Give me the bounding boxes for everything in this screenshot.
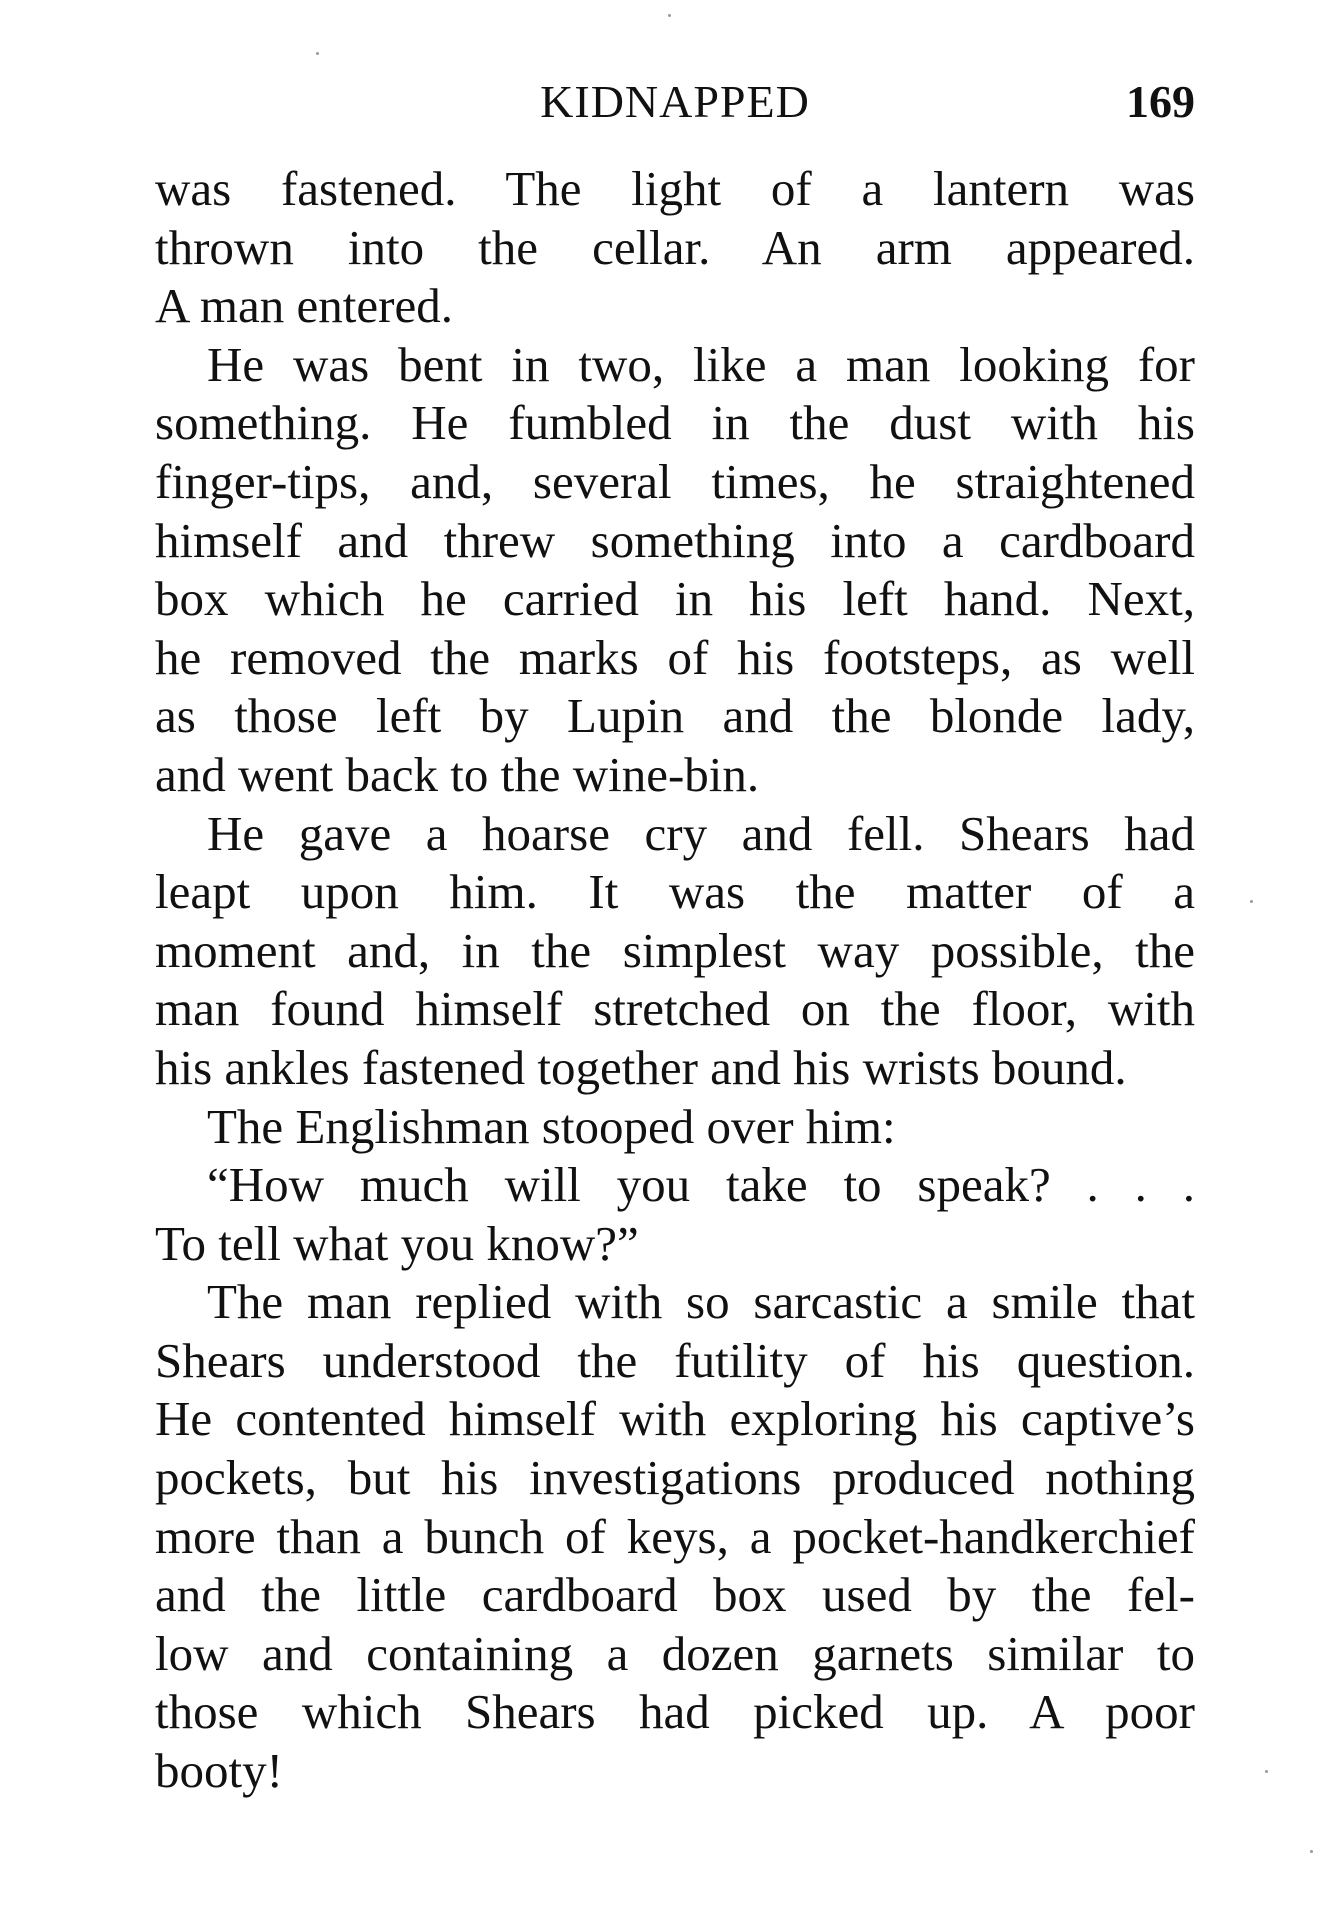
text-line: “How much will you take to speak? . . .	[207, 1157, 1195, 1213]
text-line: box which he carried in his left hand. Next,	[155, 571, 1195, 627]
scan-speck	[1310, 1850, 1313, 1853]
body-text	[155, 160, 1195, 1801]
text-line: as those left by Lupin and the blonde lady,	[155, 688, 1195, 744]
text-line: moment and, in the simplest way possible, the	[155, 922, 1195, 978]
text-line: his ankles fastened together and his wrists bound.	[155, 1039, 1127, 1095]
text-line: man found himself stretched on the floor, with	[155, 981, 1195, 1037]
text-line: low and containing a dozen garnets similar to	[155, 1625, 1195, 1681]
text-line: more than a bunch of keys, a pocket-handkerchief	[155, 1508, 1195, 1564]
paragraph	[155, 1098, 1195, 1157]
paragraph	[155, 160, 1195, 336]
scan-speck	[1250, 900, 1253, 903]
scan-speck	[316, 52, 319, 55]
text-line: A man entered.	[155, 278, 453, 334]
text-line: he removed the marks of his footsteps, as well	[155, 629, 1195, 685]
paragraph	[155, 336, 1195, 805]
text-line: booty!	[155, 1743, 283, 1799]
paragraph	[155, 805, 1195, 1098]
text-line: pockets, but his investigations produced nothing	[155, 1450, 1195, 1506]
text-line: The man replied with so sarcastic a smile that	[207, 1274, 1195, 1330]
text-line: finger-tips, and, several times, he straightened	[155, 453, 1195, 509]
running-head	[155, 72, 1195, 132]
text-line: something. He fumbled in the dust with his	[155, 395, 1195, 451]
running-title: KIDNAPPED	[540, 76, 810, 127]
text-line: and the little cardboard box used by the fel-	[155, 1567, 1195, 1623]
paragraph	[155, 1273, 1195, 1800]
text-line: He gave a hoarse cry and fell. Shears had	[207, 805, 1195, 861]
text-line: He contented himself with exploring his captive’s	[155, 1391, 1195, 1447]
scan-speck	[1265, 1770, 1268, 1773]
text-line: The Englishman stooped over him:	[207, 1098, 896, 1154]
page-number: 169	[1126, 76, 1195, 127]
text-line: leapt upon him. It was the matter of a	[155, 864, 1195, 920]
text-line: was fastened. The light of a lantern was	[155, 161, 1195, 216]
text-line: To tell what you know?”	[155, 1215, 639, 1271]
paragraph	[155, 1156, 1195, 1273]
scan-speck	[668, 14, 671, 17]
text-line: Shears understood the futility of his question.	[155, 1332, 1195, 1388]
text-line: himself and threw something into a cardboard	[155, 512, 1195, 568]
text-line: and went back to the wine-bin.	[155, 746, 760, 802]
text-line: He was bent in two, like a man looking for	[207, 336, 1195, 392]
text-line: thrown into the cellar. An arm appeared.	[155, 219, 1195, 275]
text-line: those which Shears had picked up. A poor	[155, 1684, 1195, 1740]
